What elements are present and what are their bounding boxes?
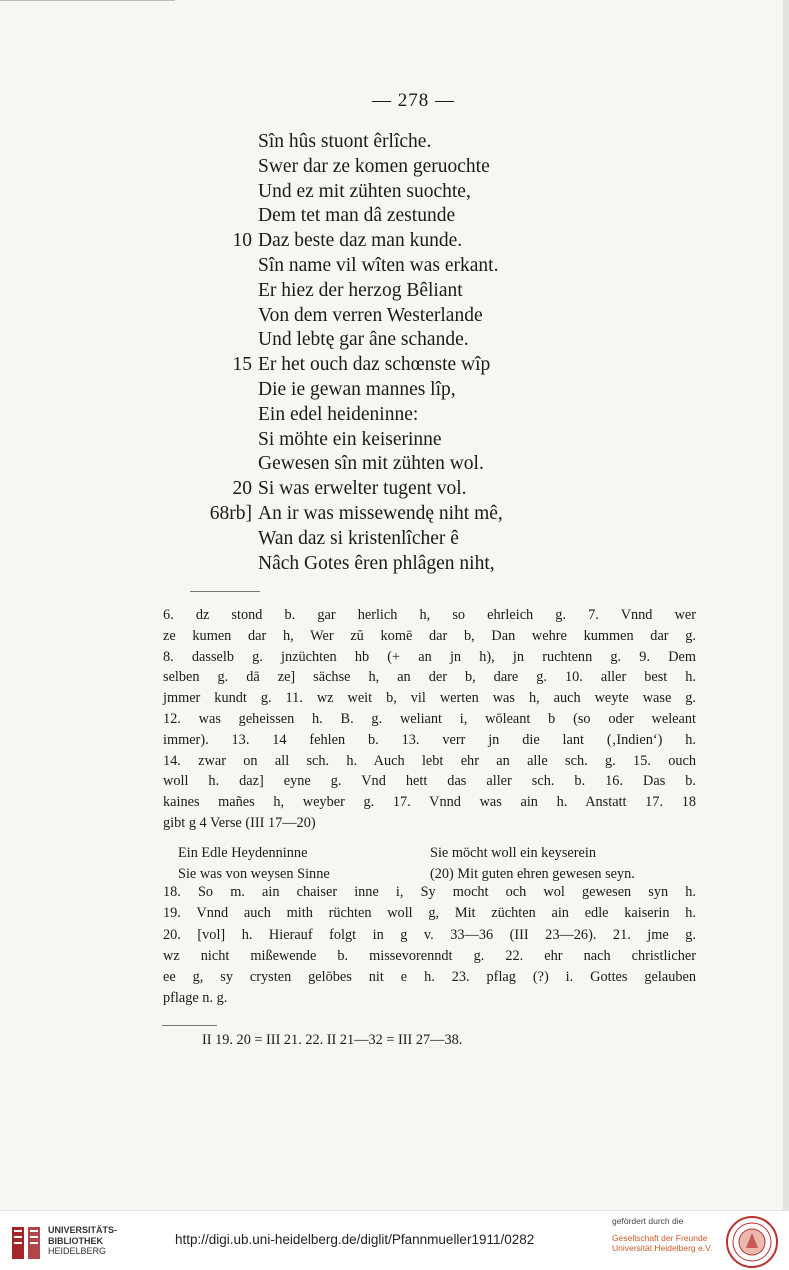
note-line: selben g. dā ze] sächse h, an der b, dare g. 10. aller best h. (163, 669, 696, 686)
poem-line (200, 254, 600, 279)
poem-line (200, 552, 600, 577)
note-line: kaines mañes h, weyber g. 17. Vnnd was ain h. Anstatt 17. 18 (163, 794, 696, 811)
sponsor-org-line-2: Universität Heidelberg e.V. (612, 1243, 713, 1253)
poem-line (200, 155, 600, 180)
poem-line (200, 180, 600, 205)
page-number: — 278 — (372, 90, 455, 111)
apparatus-notes-a (163, 605, 696, 834)
verse-text: Von dem verren Westerlande (258, 304, 483, 326)
poem-line (200, 229, 600, 254)
verse-text: An ir was missewendę niht mê, (258, 502, 503, 524)
poem-line (200, 527, 600, 552)
verse-text: Nâch Gotes êren phlâgen niht, (258, 552, 495, 574)
note-line: ee g, sy crysten gelōbes nit e h. 23. pflag (?) i. Gottes gelauben (163, 969, 696, 986)
university-seal-icon (725, 1215, 779, 1269)
note-line: 8. dasselb g. jnzüchten hb (+ an jn h), jn ruchtenn g. 9. Dem (163, 648, 696, 665)
permalink-url[interactable]: http://digi.ub.uni-heidelberg.de/diglit/Pfannmueller1911/0282 (175, 1232, 535, 1247)
apparatus-notes-b (163, 882, 696, 1010)
footnote-separator (190, 591, 260, 592)
top-rule (0, 0, 175, 1)
concordance-separator (162, 1025, 217, 1026)
inserted-verses (178, 843, 698, 885)
line-number: 10 (232, 230, 252, 252)
poem-line (200, 328, 600, 353)
note-line: jmmer kundt g. 11. wz weit b, vil werten was h, auch weyte wase g. (163, 690, 696, 707)
library-line-3: HEIDELBERG (48, 1246, 107, 1256)
verse-right: (20) Mit guten ehren gewesen seyn. (430, 866, 635, 882)
line-number: 68rb] (209, 502, 252, 524)
library-logo-icon (8, 1221, 44, 1265)
poem-line (200, 378, 600, 403)
verse-text: Und ez mit zühten suochte, (258, 180, 471, 202)
verse-text: Und lebtę gar âne schande. (258, 329, 469, 351)
library-name (48, 1225, 117, 1257)
verse-text: Dem tet man dâ zestunde (258, 205, 456, 227)
note-line: immer). 13. 14 fehlen b. 13. verr jn die lant (‚Indien‘) h. (163, 731, 696, 748)
poem-line (200, 502, 600, 527)
line-number: 15 (232, 354, 252, 376)
viewer-footer (0, 1210, 789, 1270)
poem-line (200, 353, 600, 378)
verse-pair-row (178, 843, 698, 864)
poem-text (200, 130, 600, 576)
verse-left: Sie was von weysen Sinne (178, 866, 330, 882)
line-number: 20 (232, 478, 252, 500)
note-line: wz nicht mißewende b. missevorenndt g. 22. ehr nach christlicher (163, 947, 696, 964)
verse-text: Daz beste daz man kunde. (258, 230, 463, 252)
sponsor-credit (612, 1216, 712, 1254)
verse-text: Sîn name vil wîten was erkant. (258, 254, 499, 276)
note-line: woll h. daz] eyne g. Vnd hett das aller sch. b. 16. Das b. (163, 773, 696, 790)
library-line-2: BIBLIOTHEK (48, 1235, 103, 1246)
verse-left: Ein Edle Heydenninne (178, 845, 308, 861)
note-line: gibt g 4 Verse (III 17—20) (163, 814, 316, 831)
note-line: 12. was geheissen h. B. g. weliant i, wōleant b (so oder weleant (163, 710, 696, 727)
verse-text: Er hiez der herzog Bêliant (258, 279, 463, 301)
poem-line (200, 452, 600, 477)
verse-text: Gewesen sîn mit zühten wol. (258, 453, 484, 475)
poem-line (200, 204, 600, 229)
library-line-1: UNIVERSITÄTS- (48, 1225, 118, 1235)
note-line: 19. Vnnd auch mith rüchten woll g, Mit züchten ain edle kaiserin h. (163, 905, 696, 922)
verse-concordance: II 19. 20 = III 21. 22. II 21—32 = III 27—38. (202, 1032, 463, 1048)
verse-text: Swer dar ze komen geruochte (258, 155, 490, 177)
note-line: 18. So m. ain chaiser inne i, Sy mocht och wol gewesen syn h. (163, 884, 696, 900)
verse-text: Si möhte ein keiserinne (258, 428, 442, 450)
verse-text: Wan daz si kristenlîcher ê (258, 527, 459, 549)
page-edge (783, 0, 789, 1210)
note-line: 14. zwar on all sch. h. Auch lebt ehr an alle sch. g. 15. ouch (163, 752, 696, 769)
sponsor-org-line-1: Gesellschaft der Freunde (612, 1232, 708, 1243)
verse-text: Ein edel heideninne: (258, 403, 419, 425)
sponsor-label: gefördert durch die (612, 1216, 684, 1226)
note-line: ze kumen dar h, Wer zŭ komē dar b, Dan wehre kummen dar g. (163, 627, 696, 644)
poem-line (200, 130, 600, 155)
verse-text: Sîn hûs stuont êrlîche. (258, 131, 432, 152)
verse-text: Er het ouch daz schœnste wîp (258, 354, 491, 376)
poem-line (200, 279, 600, 304)
poem-line (200, 428, 600, 453)
note-line: 6. dz stond b. gar herlich h, so ehrleich g. 7. Vnnd wer (163, 607, 696, 623)
poem-line (200, 477, 600, 502)
poem-line (200, 304, 600, 329)
note-line: 20. [vol] h. Hierauf folgt in g v. 33—36 (III 23—26). 21. jme g. (163, 926, 696, 943)
poem-line (200, 403, 600, 428)
verse-right: Sie möcht woll ein keyserein (430, 845, 596, 861)
verse-text: Die ie gewan mannes lîp, (258, 378, 456, 400)
note-line: pflage n. g. (163, 990, 228, 1007)
verse-text: Si was erwelter tugent vol. (258, 478, 467, 500)
